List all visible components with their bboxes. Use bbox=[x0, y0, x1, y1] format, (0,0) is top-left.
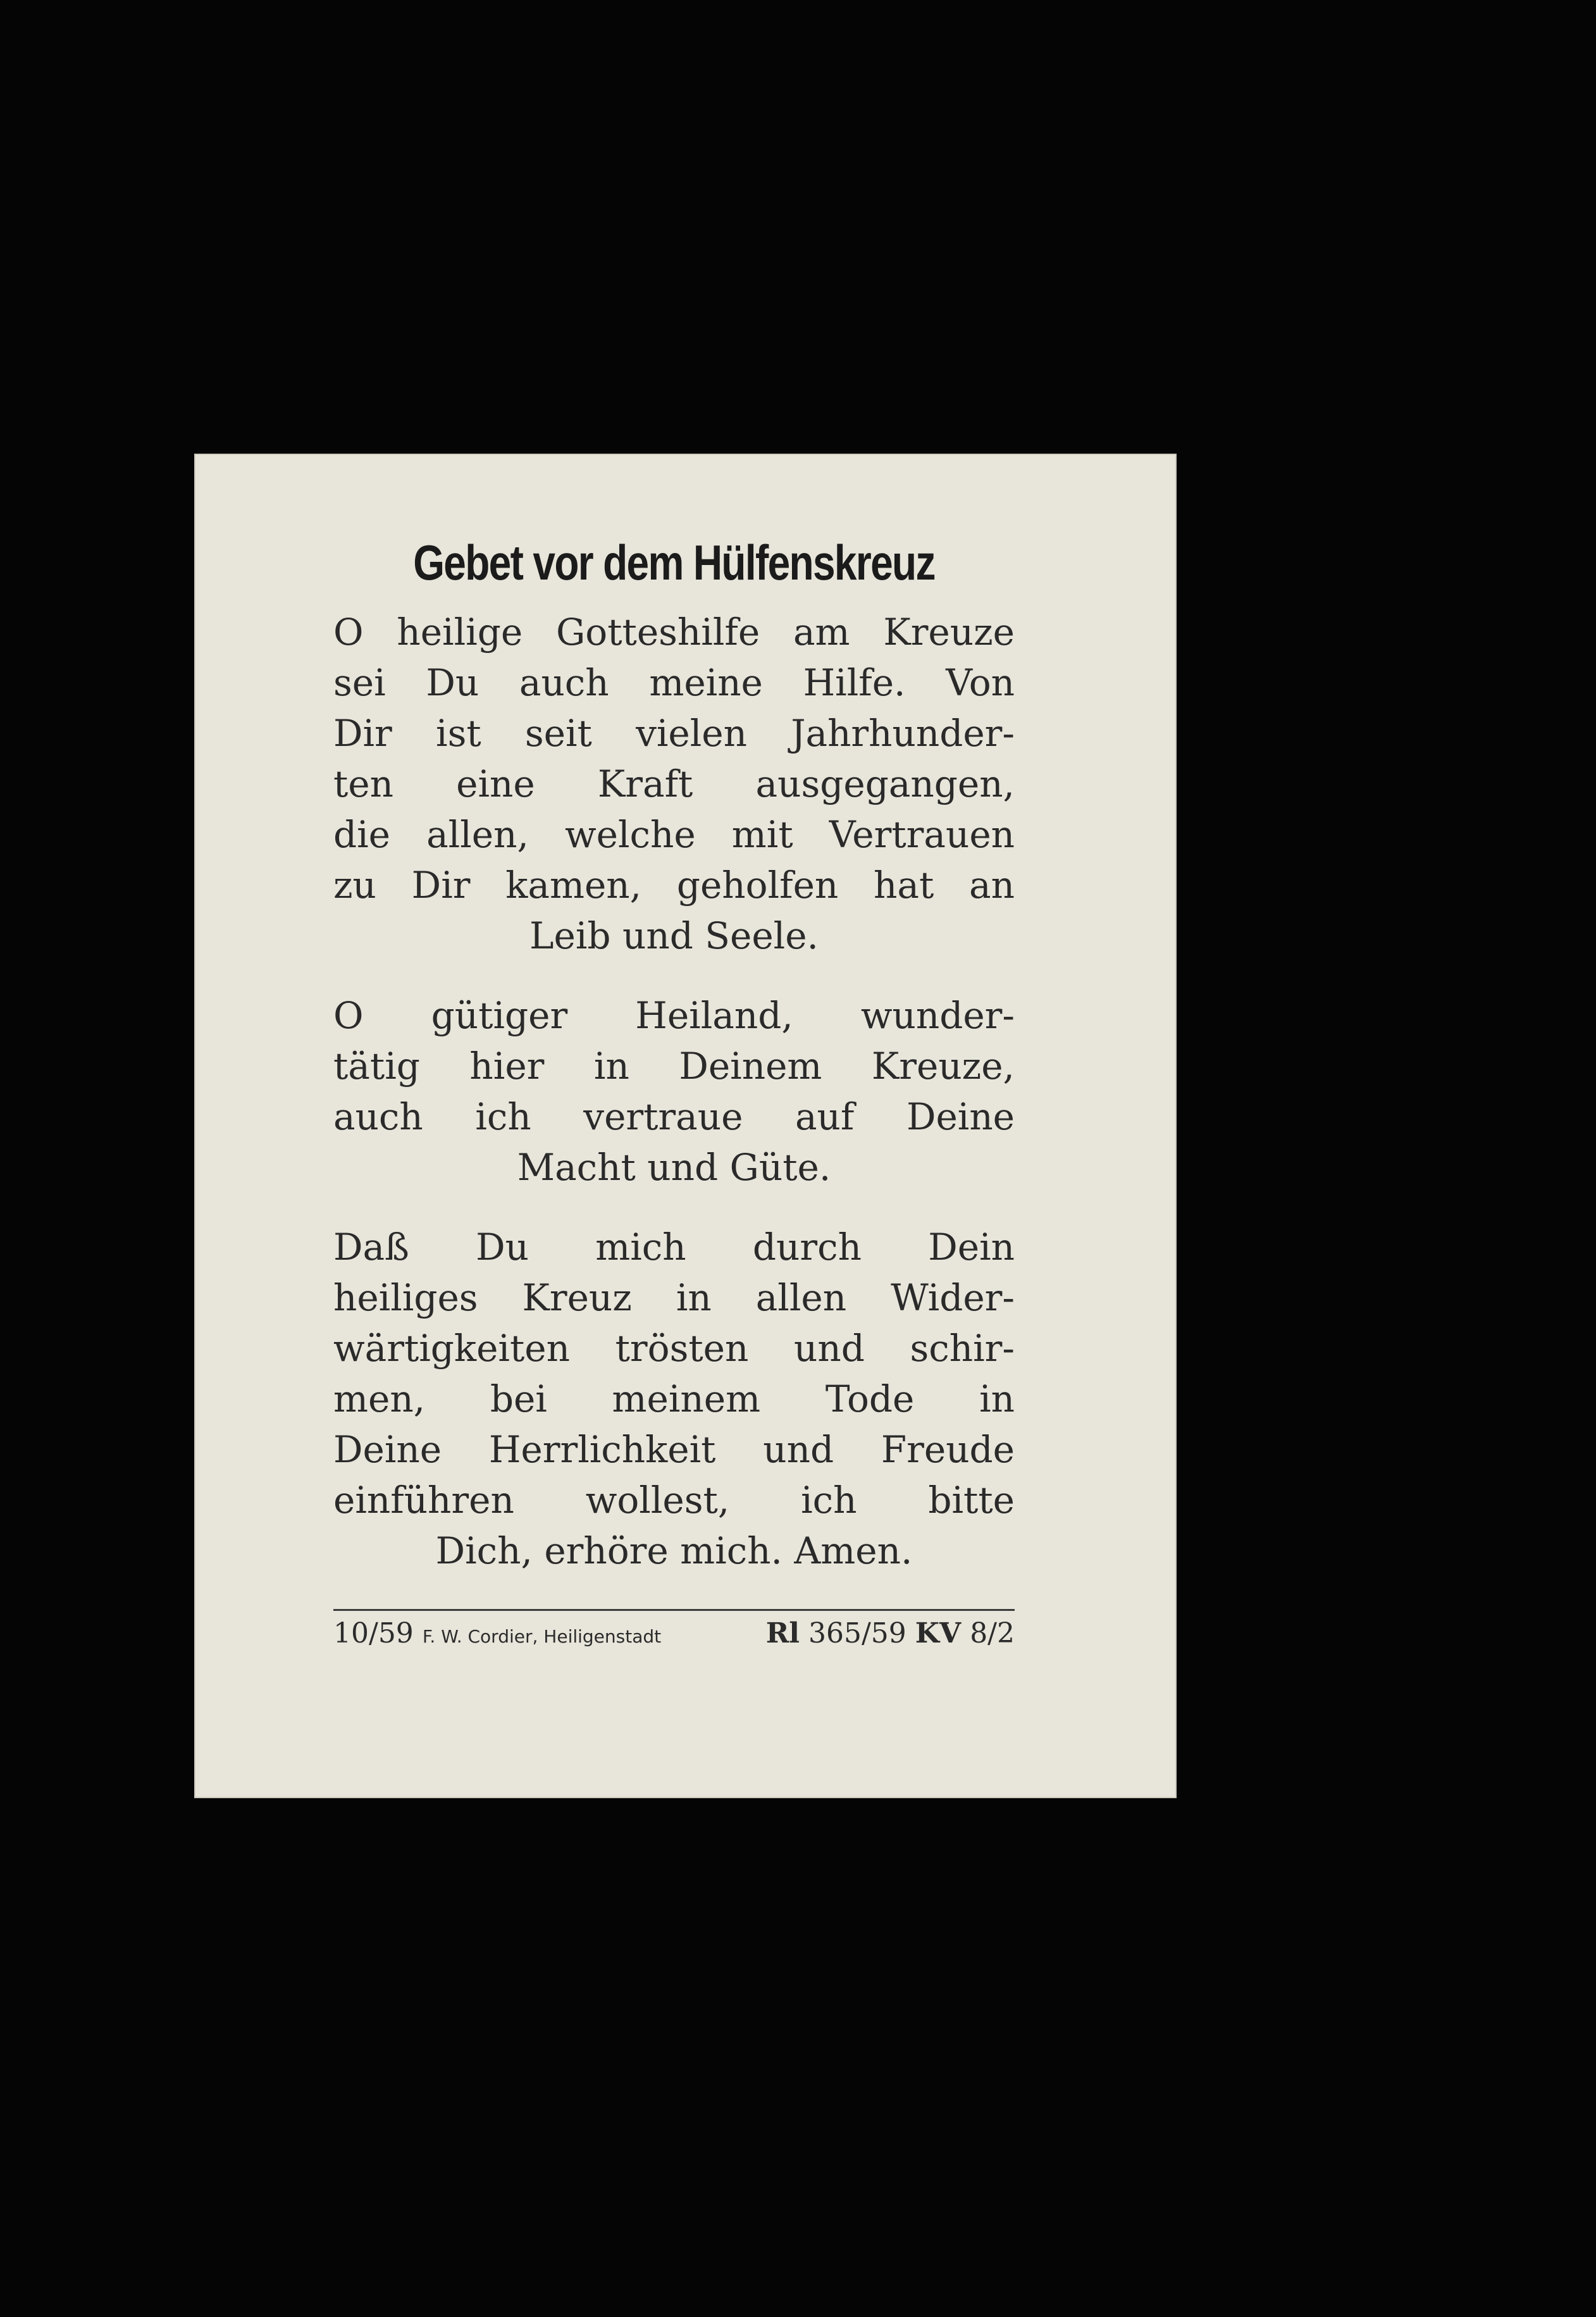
text-line: Dir ist seit vielen Jahrhunder- bbox=[333, 712, 1015, 755]
imprint-right bbox=[766, 1615, 1015, 1653]
text-line: die allen, welche mit Vertrauen bbox=[333, 813, 1015, 856]
text-line: Leib und Seele. bbox=[529, 914, 819, 957]
imprint-code-suffix: KV bbox=[915, 1617, 962, 1649]
imprint-date: 10/59 bbox=[333, 1617, 414, 1649]
text-line: tätig hier in Deinem Kreuze, bbox=[333, 1045, 1015, 1088]
text-line: men, bei meinem Tode in bbox=[333, 1377, 1015, 1420]
text-line: einführen wollest, ich bitte bbox=[333, 1479, 1015, 1522]
imprint-publisher: F. W. Cordier, Heiligenstadt bbox=[422, 1626, 662, 1647]
divider-rule bbox=[333, 1609, 1015, 1611]
imprint-line bbox=[333, 1615, 1015, 1656]
text-line: O heilige Gotteshilfe am Kreuze bbox=[333, 611, 1015, 654]
text-line: auch ich vertraue auf Deine bbox=[333, 1095, 1015, 1138]
text-line: sei Du auch meine Hilfe. Von bbox=[333, 661, 1015, 704]
imprint-code-number: 365/59 bbox=[808, 1617, 906, 1649]
text-line: zu Dir kamen, geholfen hat an bbox=[333, 864, 1015, 907]
text-line: Daß Du mich durch Dein bbox=[333, 1226, 1015, 1269]
paragraph-1 bbox=[333, 607, 1015, 961]
paragraph-2 bbox=[333, 990, 1015, 1193]
text-line: O gütiger Heiland, wunder- bbox=[333, 994, 1015, 1037]
card-content bbox=[333, 525, 1015, 1656]
text-line: wärtigkeiten trösten und schir- bbox=[333, 1327, 1015, 1370]
paragraph-3 bbox=[333, 1222, 1015, 1576]
text-line: ten eine Kraft ausgegangen, bbox=[333, 762, 1015, 805]
text-line: Macht und Güte. bbox=[517, 1146, 831, 1189]
imprint-code-tail: 8/2 bbox=[970, 1617, 1015, 1649]
imprint-left bbox=[333, 1615, 661, 1656]
text-line: Dich, erhöre mich. Amen. bbox=[435, 1529, 913, 1572]
prayer-card bbox=[194, 454, 1177, 1798]
prayer-title: Gebet vor dem Hülfenskreuz bbox=[413, 535, 935, 590]
text-line: heiliges Kreuz in allen Wider- bbox=[333, 1276, 1015, 1319]
text-line: Deine Herrlichkeit und Freude bbox=[333, 1428, 1015, 1471]
imprint-code-prefix: Rl bbox=[765, 1617, 800, 1649]
